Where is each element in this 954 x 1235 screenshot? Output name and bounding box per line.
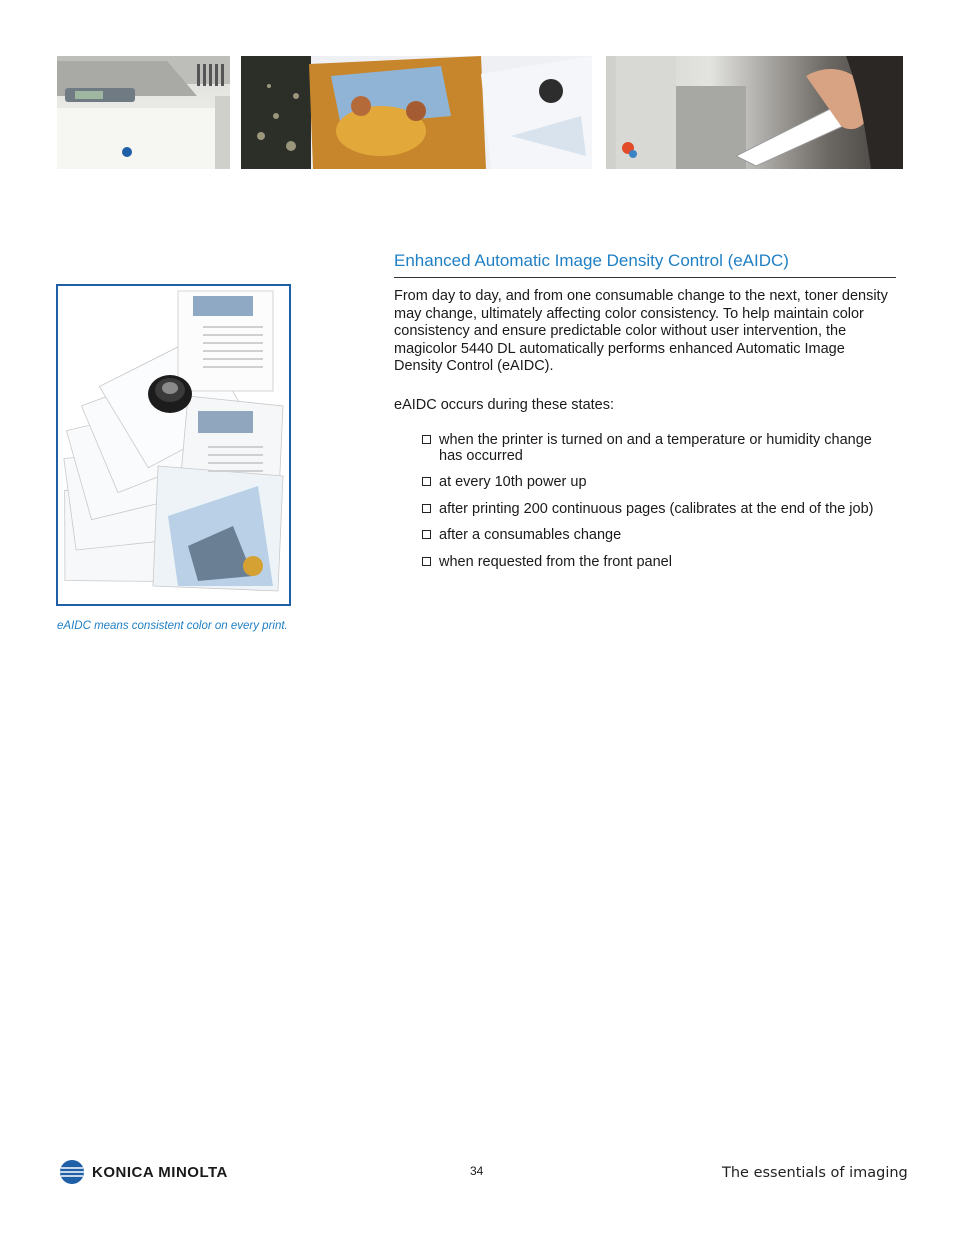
footer-tagline: The essentials of imaging bbox=[722, 1165, 908, 1181]
printer-front-photo bbox=[57, 56, 230, 169]
list-item bbox=[422, 475, 892, 491]
checkbox-icon bbox=[422, 530, 431, 539]
list-item-text: when the printer is turned on and a temperature or humidity change has occurred bbox=[439, 432, 872, 464]
logo-wordmark: KONICA MINOLTA bbox=[92, 1163, 228, 1181]
list-item-text: at every 10th power up bbox=[439, 474, 587, 490]
list-item-text: after printing 200 continuous pages (calibrates at the end of the job) bbox=[439, 500, 874, 517]
list-item bbox=[422, 555, 892, 571]
checkbox-icon bbox=[422, 477, 431, 486]
skiers-collage-photo bbox=[241, 56, 592, 169]
eaidc-fanned-prints-figure bbox=[56, 284, 291, 606]
list-item-text: after a consumables change bbox=[439, 527, 622, 543]
checkbox-icon bbox=[422, 435, 431, 444]
paper-loading-photo bbox=[606, 56, 903, 169]
checkbox-icon bbox=[422, 504, 431, 513]
list-item bbox=[422, 528, 892, 544]
checkbox-icon bbox=[422, 557, 431, 566]
list-item-text: when requested from the front panel bbox=[439, 553, 672, 570]
konica-minolta-globe-icon bbox=[59, 1159, 85, 1185]
intro-paragraph: From day to day, and from one consumable change to the next, toner density may change, ultimately affecting color consistency. To help maintain color consistency and ensure predictable color without user intervention, the magicolor 5440 DL automatically performs enhanced Automatic Image Density Control (eAIDC). bbox=[394, 288, 888, 374]
list-item bbox=[422, 433, 892, 464]
states-lead-paragraph: eAIDC occurs during these states: bbox=[394, 397, 615, 413]
page-number: 34 bbox=[470, 1164, 484, 1178]
eaidc-states-list bbox=[422, 433, 892, 581]
section-heading: Enhanced Automatic Image Density Control (eAIDC) bbox=[394, 251, 896, 278]
figure-caption: eAIDC means consistent color on every print. bbox=[57, 620, 288, 632]
list-item bbox=[422, 502, 892, 518]
konica-minolta-logo bbox=[59, 1160, 228, 1184]
